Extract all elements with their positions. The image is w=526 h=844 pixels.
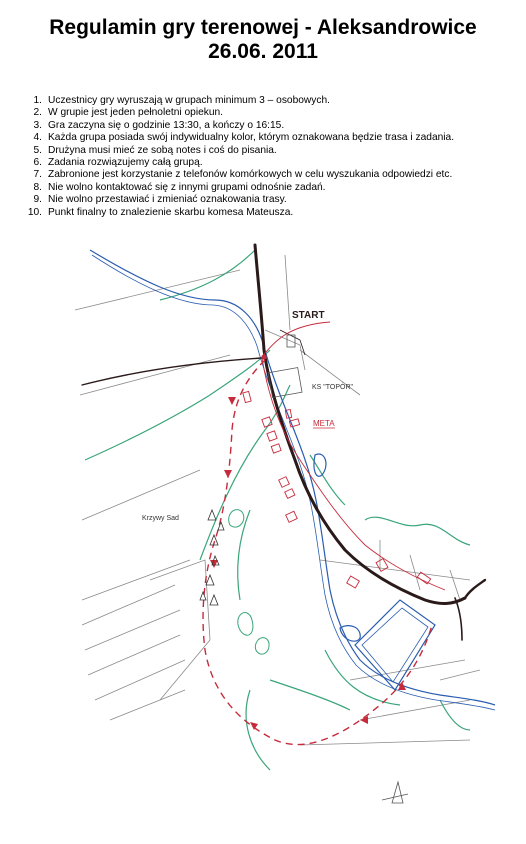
rule-item: [20, 157, 520, 169]
rule-text: W grupie jest jeden pełnoletni opiekun.: [48, 107, 223, 119]
rule-item: [20, 132, 520, 144]
rule-item: [20, 107, 520, 119]
rule-item: [20, 169, 520, 181]
rule-number: 6.: [33, 157, 42, 169]
rule-text: Zabronione jest korzystanie z telefonów komórkowych w celu wyszukania odpowiedzi etc.: [48, 169, 453, 181]
rule-text: Uczestnicy gry wyruszają w grupach minimum 3 – osobowych.: [48, 95, 330, 106]
rule-text: Nie wolno kontaktować się z innymi grupami odnośnie zadań.: [48, 181, 326, 193]
orchard-label: Krzywy Sad: [142, 515, 179, 522]
rule-number: 4.: [33, 132, 42, 144]
rule-item: [20, 120, 520, 132]
rule-item: [20, 95, 520, 107]
rule-text: Gra zaczyna się o godzinie 13:30, a kończy o 16:15.: [48, 119, 285, 131]
club-label: KS "TOPÓR": [312, 384, 354, 391]
rule-number: 8.: [33, 181, 42, 193]
title-line-2: 26.06. 2011: [208, 40, 318, 63]
rule-number: 1.: [33, 95, 42, 106]
start-label: START: [292, 310, 325, 321]
field-boundaries: [75, 255, 480, 745]
rule-text: Nie wolno przestawiać i zmieniać oznakowania trasy.: [48, 194, 287, 206]
rule-number: 10.: [27, 206, 42, 218]
start-marker: [261, 322, 330, 360]
rule-item: [20, 182, 520, 194]
rule-number: 3.: [33, 119, 42, 131]
rule-text: Zadania rozwiązujemy całą grupą.: [48, 157, 203, 169]
north-arrow-icon: [382, 782, 408, 803]
forest-edges: [85, 250, 470, 770]
game-map: [60, 240, 500, 830]
rule-number: 9.: [33, 194, 42, 206]
rule-number: 7.: [33, 169, 42, 181]
rules-list: [20, 95, 520, 219]
rule-text: Każda grupa posiada swój indywidualny kolor, którym oznakowana będzie trasa i zadania.: [48, 132, 455, 144]
ponds: [229, 510, 269, 654]
document-title: [0, 16, 526, 64]
title-line-1: Regulamin gry terenowej - Aleksandrowice: [49, 16, 477, 39]
orchard-trees: [200, 510, 224, 605]
rule-number: 2.: [33, 107, 42, 119]
rule-item: [20, 194, 520, 206]
rule-number: 5.: [33, 144, 42, 156]
rule-item: [20, 207, 520, 219]
fish-pond: [340, 600, 435, 690]
rule-text: Punkt finalny to znalezienie skarbu komesa Mateusza.: [48, 206, 294, 218]
rule-item: [20, 145, 520, 157]
buildings: [243, 391, 431, 588]
rule-text: Drużyna musi mieć ze sobą notes i coś do pisania.: [48, 144, 277, 156]
finish-label: META: [313, 419, 335, 428]
